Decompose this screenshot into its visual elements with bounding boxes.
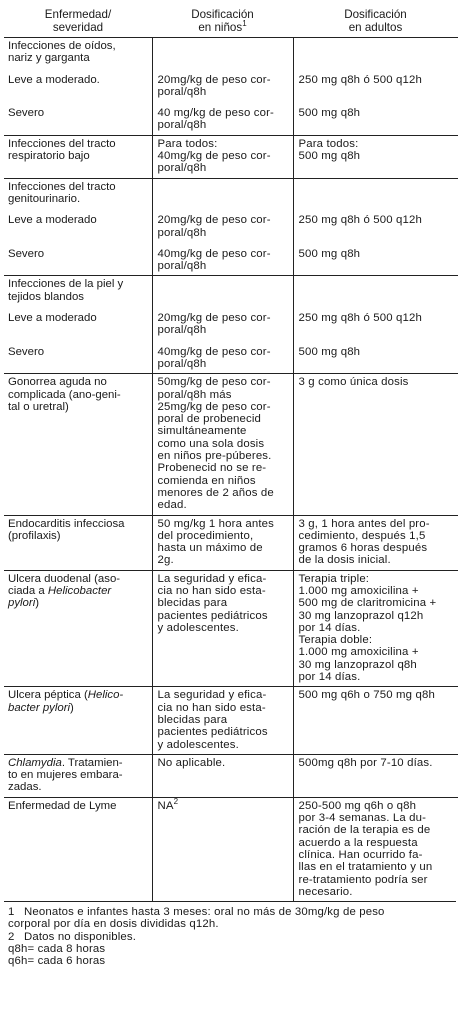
cell-text: tal o uretral) (8, 400, 69, 413)
severity-cell (4, 101, 152, 135)
adult-dosage-cell (293, 687, 458, 754)
disease-cell (4, 687, 152, 754)
cell-text: 40mg/kg de peso cor- (157, 247, 271, 260)
severity-cell (4, 306, 152, 340)
table-row (4, 276, 458, 306)
cell-text: poral/q8h (157, 357, 207, 370)
adult-dosage-cell (293, 306, 458, 340)
cell-text: zadas. (8, 781, 42, 794)
table-row (4, 242, 458, 276)
cell-text: simultáneamente (157, 425, 247, 438)
footnotes (4, 901, 456, 967)
cell-text: 40mg/kg de peso cor- (157, 345, 271, 358)
disease-cell (4, 797, 152, 901)
cell-text: cia no han sido esta- (157, 701, 266, 714)
cell-text: La seguridad y efica- (157, 689, 267, 702)
cell-text: comienda en niños (157, 474, 256, 487)
cell-text: hasta un máximo de (157, 542, 263, 555)
severity-cell (4, 68, 152, 102)
cell-text: (profilaxis) (8, 529, 61, 542)
footnote-text: corporal por día en dosis divididas q12h. (8, 918, 219, 931)
child-dosage-cell (152, 797, 293, 901)
cell-text: Infecciones del tracto (8, 137, 116, 150)
cell-text: 30 mg lanzoprazol q8h (298, 658, 417, 671)
adult-dosage-cell (293, 68, 458, 102)
cell-text: 2g. (157, 554, 174, 567)
cell-text: Infecciones del tracto (8, 180, 116, 193)
cell-text: por 14 días. (298, 671, 361, 684)
cell-text: Terapia triple: (298, 572, 370, 585)
cell-text: por 14 días. (298, 621, 361, 634)
child-dosage-cell (152, 687, 293, 754)
child-dosage-cell (152, 515, 293, 570)
cell-text: y adolescentes. (157, 738, 239, 751)
table-row (4, 374, 458, 515)
cell-text: re-tratamiento podría ser (298, 873, 428, 886)
cell-text: 250-500 mg q6h o q8h (298, 799, 417, 812)
cell-text: 20mg/kg de peso cor- (157, 312, 271, 325)
cell-text: ciada a (8, 584, 48, 597)
cell-text: llas en el tratamiento y un (298, 861, 433, 874)
cell-text: 25mg/kg de peso cor- (157, 400, 271, 413)
cell-text: de la dosis inicial. (298, 554, 391, 567)
cell-text: 40mg/kg de peso cor- (157, 150, 271, 163)
child-dosage-cell (152, 178, 293, 208)
table-row (4, 515, 458, 570)
cell-text: 20mg/kg de peso cor- (157, 214, 271, 227)
table-row (4, 340, 458, 374)
cell-text: 500 mg de claritromicina + (298, 597, 437, 610)
adult-dosage-cell (293, 515, 458, 570)
adult-dosage-cell (293, 178, 458, 208)
cell-text: Enfermedad de Lyme (8, 799, 117, 812)
abbrev-q6h: q6h= cada 6 horas (8, 954, 106, 967)
cell-text: 40 mg/kg de peso cor- (157, 107, 274, 120)
footnote-2 (8, 931, 454, 943)
child-dosage-cell (152, 242, 293, 276)
cell-text: poral/q8h (157, 162, 207, 175)
cell-text: 50mg/kg de peso cor- (157, 376, 271, 389)
disease-cell (4, 178, 152, 208)
cell-text: acuerdo a la respuesta (298, 836, 418, 849)
cell-text: Gonorrea aguda no (8, 376, 107, 389)
cell-text: Infecciones de oídos, (8, 40, 116, 52)
cell-text: 500 mg q8h (298, 345, 361, 358)
cell-text: 250 mg q8h ó 500 q12h (298, 73, 422, 86)
child-dosage-cell (152, 276, 293, 306)
cell-text: y adolescentes. (157, 621, 239, 634)
cell-text: gramos 6 horas después (298, 542, 428, 555)
cell-text: 20mg/kg de peso cor- (157, 73, 271, 86)
cell-text: 250 mg q8h ó 500 q12h (298, 312, 422, 325)
header-text: Dosificación (344, 8, 407, 21)
cell-text: pacientes pediátricos (157, 609, 268, 622)
header-text: Enfermedad/ (44, 8, 112, 21)
cell-text: 500 mg q8h (298, 247, 361, 260)
footnote-number: 2 (8, 930, 15, 943)
cell-text: Para todos: (298, 137, 359, 150)
disease-cell (4, 754, 152, 797)
cell-text: del procedimiento, (157, 529, 254, 542)
cell-text: Leve a moderado (8, 214, 97, 227)
cell-text: Helico- (87, 689, 124, 702)
severity-cell (4, 242, 152, 276)
table-row (4, 101, 458, 135)
footnote-text: Datos no disponibles. (24, 930, 137, 943)
adult-dosage-cell (293, 135, 458, 178)
cell-text: genitourinario. (8, 192, 81, 205)
cell-text: poral/q8h (157, 226, 207, 239)
cell-text: 3 g, 1 hora antes del pro- (298, 517, 430, 530)
cell-text: poral/q8h (157, 260, 207, 273)
cell-text: Endocarditis infecciosa (8, 517, 125, 530)
table-header-row (4, 0, 458, 38)
adult-dosage-cell (293, 340, 458, 374)
cell-text: menores de 2 años de (157, 486, 274, 499)
severity-cell (4, 340, 152, 374)
footnote-number: 1 (8, 906, 15, 919)
cell-text: La seguridad y efica- (157, 572, 267, 585)
cell-text: . Tratamien- (61, 756, 123, 769)
cell-text: Infecciones de la piel y (8, 278, 124, 291)
cell-text: Probenecid no se re- (157, 462, 267, 475)
cell-text: bacter pylori (8, 701, 71, 714)
header-text: en adultos (348, 20, 403, 34)
cell-text: cedimiento, después 1,5 (298, 529, 426, 542)
cell-text: cia no han sido esta- (157, 584, 266, 597)
cell-text: NA (157, 799, 174, 812)
cell-text: 500 mg q8h (298, 150, 361, 163)
cell-text: Ulcera duodenal (aso- (8, 572, 121, 585)
cell-text: blecidas para (157, 597, 228, 610)
table-row (4, 208, 458, 242)
cell-text: poral/q8h más (157, 388, 232, 401)
cell-text: pylori (8, 597, 36, 610)
adult-dosage-cell (293, 276, 458, 306)
adult-dosage-cell (293, 101, 458, 135)
disease-cell (4, 276, 152, 306)
table-row (4, 754, 458, 797)
disease-cell (4, 374, 152, 515)
cell-text: Severo (8, 247, 45, 260)
child-dosage-cell (152, 374, 293, 515)
cell-text: clínica. Han ocurrido fa- (298, 848, 423, 861)
child-dosage-cell (152, 754, 293, 797)
cell-text: Severo (8, 345, 45, 358)
cell-text: Chlamydia (8, 756, 62, 769)
disease-cell (4, 515, 152, 570)
cell-text: Leve a moderado. (8, 73, 100, 86)
table-row (4, 687, 458, 754)
table-row (4, 306, 458, 340)
child-dosage-cell (152, 38, 293, 68)
dosage-table (4, 0, 458, 901)
cell-text: ) (70, 701, 74, 714)
cell-text: blecidas para (157, 713, 228, 726)
child-dosage-cell (152, 208, 293, 242)
adult-dosage-cell (293, 38, 458, 68)
cell-text: 500 mg q8h (298, 107, 361, 120)
disease-cell (4, 135, 152, 178)
table-row (4, 135, 458, 178)
cell-text: respiratorio bajo (8, 150, 90, 163)
cell-text: to en mujeres embara- (8, 769, 123, 782)
footnote-1 (8, 906, 454, 918)
cell-text: tejidos blandos (8, 290, 84, 303)
header-text: en niños (198, 20, 243, 34)
cell-text: 3 g como única dosis (298, 376, 409, 389)
table-row (4, 570, 458, 687)
disease-cell (4, 570, 152, 687)
footnote-text: Neonatos e infantes hasta 3 meses: oral no más de 30mg/kg de peso (24, 906, 385, 919)
cell-text: Severo (8, 107, 45, 120)
child-dosage-cell (152, 101, 293, 135)
cell-text: 1.000 mg amoxicilina + (298, 646, 419, 659)
cell-text: poral/q8h (157, 119, 207, 132)
adult-dosage-cell (293, 754, 458, 797)
footnote-ref: 1 (242, 18, 247, 28)
cell-text: Para todos: (157, 137, 218, 150)
cell-text: 250 mg q8h ó 500 q12h (298, 214, 422, 227)
cell-text: edad. (157, 499, 187, 512)
cell-text: ración de la terapia es de (298, 824, 431, 837)
table-row (4, 38, 458, 68)
header-disease-severity (4, 0, 152, 38)
abbrev-q8h: q8h= cada 8 horas (8, 942, 106, 955)
cell-text: 1.000 mg amoxicilina + (298, 584, 419, 597)
cell-text: 500mg q8h por 7-10 días. (298, 756, 433, 769)
child-dosage-cell (152, 340, 293, 374)
cell-text: Ulcera péptica ( (8, 689, 88, 702)
header-text: severidad (52, 20, 104, 34)
cell-text: complicada (ano-geni- (8, 388, 121, 401)
table-row (4, 178, 458, 208)
cell-text: como una sola dosis (157, 437, 265, 450)
cell-text: No aplicable. (157, 756, 226, 769)
adult-dosage-cell (293, 208, 458, 242)
adult-dosage-cell (293, 570, 458, 687)
header-text: Dosificación (191, 8, 254, 21)
child-dosage-cell (152, 570, 293, 687)
cell-text: ) (35, 597, 40, 610)
cell-text: nariz y garganta (8, 52, 90, 65)
cell-text: 500 mg q6h o 750 mg q8h (298, 689, 435, 702)
adult-dosage-cell (293, 374, 458, 515)
cell-text: Terapia doble: (298, 634, 373, 647)
footnote-ref: 2 (173, 796, 179, 806)
cell-text: necesario. (298, 885, 353, 898)
cell-text: por 3-4 semanas. La du- (298, 812, 427, 825)
cell-text: pacientes pediátricos (157, 726, 268, 739)
severity-cell (4, 208, 152, 242)
disease-cell (4, 38, 152, 68)
adult-dosage-cell (293, 797, 458, 901)
cell-text: Leve a moderado (8, 312, 97, 325)
cell-text: poral/q8h (157, 85, 207, 98)
cell-text: poral/q8h (157, 324, 207, 337)
adult-dosage-cell (293, 242, 458, 276)
child-dosage-cell (152, 135, 293, 178)
cell-text: 30 mg lanzoprazol q12h (298, 609, 424, 622)
child-dosage-cell (152, 68, 293, 102)
footnote-1-cont (8, 918, 454, 930)
table-row (4, 797, 458, 901)
header-child-dosage (152, 0, 293, 38)
header-adult-dosage (293, 0, 458, 38)
cell-text: poral de probenecid (157, 413, 262, 426)
cell-text: 50 mg/kg 1 hora antes (157, 517, 274, 530)
child-dosage-cell (152, 306, 293, 340)
cell-text: Helicobacter (47, 584, 112, 597)
table-row (4, 68, 458, 102)
cell-text: en niños pre-púberes. (157, 450, 272, 463)
